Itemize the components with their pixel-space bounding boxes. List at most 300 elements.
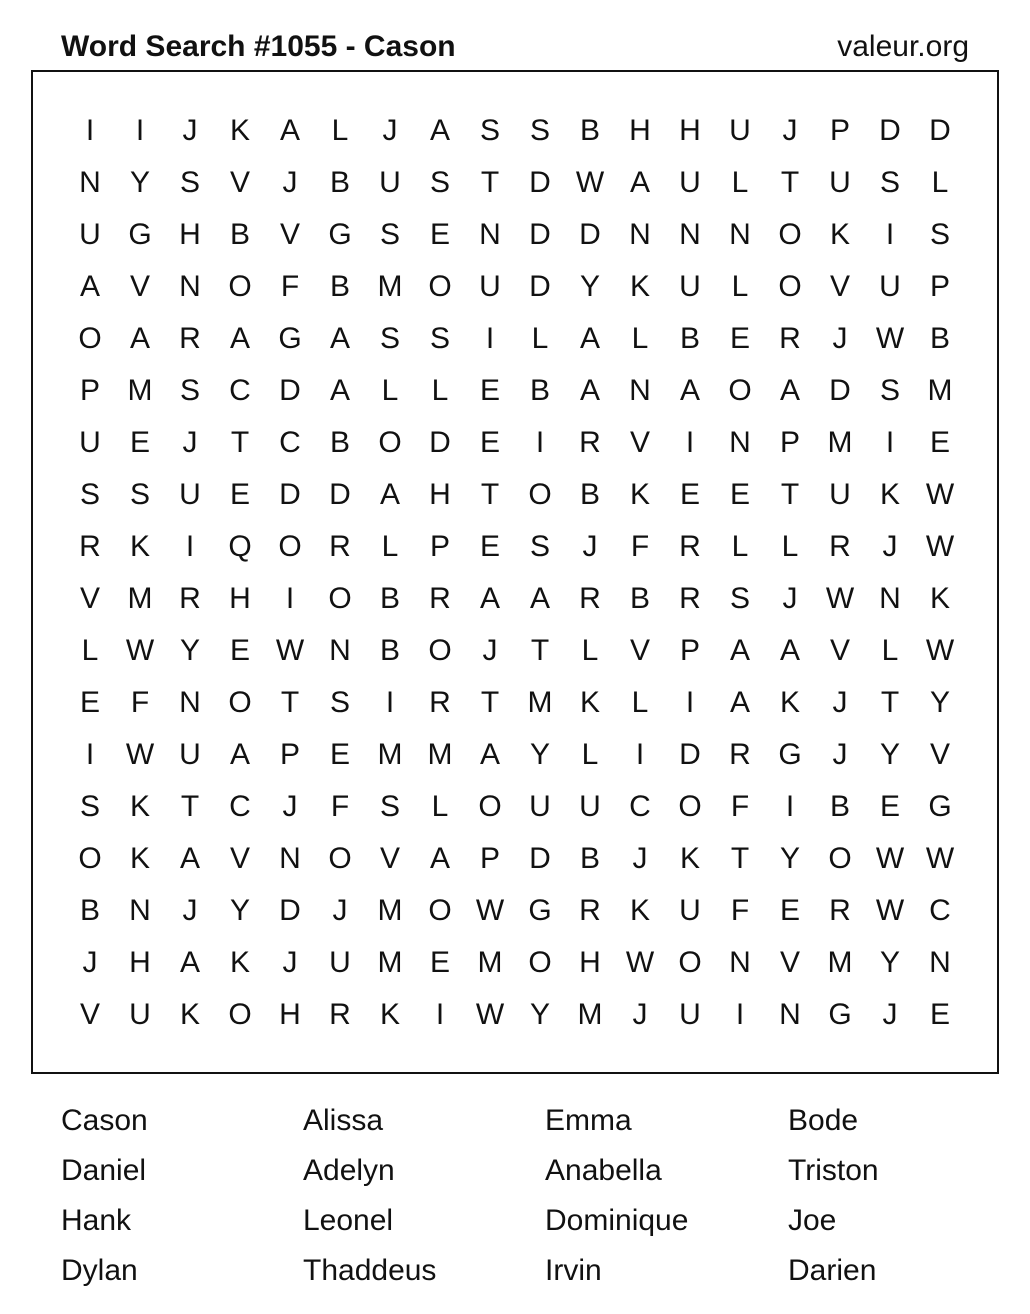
grid-cell[interactable]: O [278, 530, 302, 563]
grid-cell[interactable]: B [329, 426, 350, 459]
grid-cell[interactable]: D [579, 218, 601, 251]
grid-cell[interactable]: L [581, 634, 599, 667]
grid-cell[interactable]: E [929, 426, 950, 459]
grid-cell[interactable]: P [679, 634, 700, 667]
grid-cell[interactable]: C [229, 790, 251, 823]
grid-cell[interactable]: U [679, 998, 701, 1031]
grid-cell[interactable]: Y [179, 634, 200, 667]
grid-cell[interactable]: V [79, 998, 100, 1031]
grid-cell[interactable]: D [529, 218, 551, 251]
grid-cell[interactable]: N [929, 946, 951, 979]
grid-cell[interactable]: O [478, 790, 502, 823]
grid-cell[interactable]: A [729, 686, 750, 719]
grid-cell[interactable]: U [179, 738, 201, 771]
grid-cell[interactable]: A [229, 322, 250, 355]
grid-cell[interactable]: P [779, 426, 800, 459]
grid-cell[interactable]: H [229, 582, 251, 615]
grid-cell[interactable]: R [829, 894, 851, 927]
grid-cell[interactable]: U [479, 270, 501, 303]
grid-cell[interactable]: M [577, 998, 603, 1031]
grid-cell[interactable]: M [527, 686, 553, 719]
grid-cell[interactable]: I [685, 686, 695, 719]
grid-cell[interactable]: N [729, 426, 751, 459]
grid-cell[interactable]: N [79, 166, 101, 199]
grid-cell[interactable]: A [179, 842, 200, 875]
grid-cell[interactable]: S [879, 374, 900, 407]
grid-cell[interactable]: G [528, 894, 552, 927]
grid-cell[interactable]: O [228, 998, 252, 1031]
grid-cell[interactable]: U [79, 218, 101, 251]
grid-cell[interactable]: I [385, 686, 395, 719]
grid-cell[interactable]: A [229, 738, 250, 771]
grid-cell[interactable]: L [431, 374, 449, 407]
grid-cell[interactable]: S [79, 478, 100, 511]
grid-cell[interactable]: E [329, 738, 350, 771]
grid-cell[interactable]: R [429, 582, 451, 615]
grid-cell[interactable]: M [127, 374, 153, 407]
grid-cell[interactable]: J [832, 738, 848, 771]
grid-cell[interactable]: G [928, 790, 952, 823]
grid-cell[interactable]: S [929, 218, 950, 251]
grid-cell[interactable]: D [529, 166, 551, 199]
grid-cell[interactable]: B [579, 114, 600, 147]
grid-cell[interactable]: A [729, 634, 750, 667]
grid-cell[interactable]: F [730, 894, 750, 927]
grid-cell[interactable]: V [779, 946, 800, 979]
grid-cell[interactable]: M [477, 946, 503, 979]
grid-cell[interactable]: R [729, 738, 751, 771]
grid-cell[interactable]: I [685, 426, 695, 459]
grid-cell[interactable]: H [679, 114, 701, 147]
grid-cell[interactable]: H [129, 946, 151, 979]
grid-cell[interactable]: I [185, 530, 195, 563]
grid-cell[interactable]: W [875, 842, 905, 875]
grid-cell[interactable]: M [377, 894, 403, 927]
grid-cell[interactable]: F [280, 270, 300, 303]
grid-cell[interactable]: U [379, 166, 401, 199]
grid-cell[interactable]: U [679, 270, 701, 303]
grid-cell[interactable]: J [832, 686, 848, 719]
grid-cell[interactable]: T [280, 686, 300, 719]
grid-cell[interactable]: G [328, 218, 352, 251]
grid-cell[interactable]: I [485, 322, 495, 355]
grid-cell[interactable]: L [381, 374, 399, 407]
grid-cell[interactable]: S [879, 166, 900, 199]
grid-cell[interactable]: L [381, 530, 399, 563]
grid-cell[interactable]: L [731, 270, 749, 303]
grid-cell[interactable]: W [475, 998, 505, 1031]
grid-cell[interactable]: T [530, 634, 550, 667]
grid-cell[interactable]: S [379, 322, 400, 355]
grid-cell[interactable]: P [79, 374, 100, 407]
grid-cell[interactable]: P [479, 842, 500, 875]
grid-cell[interactable]: A [429, 114, 450, 147]
grid-cell[interactable]: I [85, 738, 95, 771]
grid-cell[interactable]: K [229, 114, 250, 147]
grid-cell[interactable]: E [779, 894, 800, 927]
grid-cell[interactable]: R [579, 426, 601, 459]
grid-cell[interactable]: H [179, 218, 201, 251]
grid-cell[interactable]: Y [229, 894, 250, 927]
grid-cell[interactable]: B [329, 270, 350, 303]
grid-cell[interactable]: J [832, 322, 848, 355]
grid-cell[interactable]: K [629, 270, 650, 303]
grid-cell[interactable]: K [779, 686, 800, 719]
grid-cell[interactable]: S [529, 114, 550, 147]
grid-cell[interactable]: B [929, 322, 950, 355]
grid-cell[interactable]: A [279, 114, 300, 147]
grid-cell[interactable]: K [829, 218, 850, 251]
grid-cell[interactable]: H [629, 114, 651, 147]
grid-cell[interactable]: L [781, 530, 799, 563]
grid-cell[interactable]: U [579, 790, 601, 823]
grid-cell[interactable]: V [829, 634, 850, 667]
grid-cell[interactable]: V [929, 738, 950, 771]
grid-cell[interactable]: K [129, 790, 150, 823]
grid-cell[interactable]: B [579, 478, 600, 511]
grid-cell[interactable]: L [731, 166, 749, 199]
grid-cell[interactable]: U [679, 894, 701, 927]
grid-cell[interactable]: D [679, 738, 701, 771]
grid-cell[interactable]: I [435, 998, 445, 1031]
grid-cell[interactable]: V [79, 582, 100, 615]
grid-cell[interactable]: L [931, 166, 949, 199]
grid-cell[interactable]: V [229, 166, 250, 199]
grid-cell[interactable]: A [529, 582, 550, 615]
grid-cell[interactable]: G [278, 322, 302, 355]
grid-cell[interactable]: J [182, 114, 198, 147]
grid-cell[interactable]: I [285, 582, 295, 615]
grid-cell[interactable]: A [329, 322, 350, 355]
grid-cell[interactable]: B [529, 374, 550, 407]
grid-cell[interactable]: M [377, 738, 403, 771]
grid-cell[interactable]: E [479, 426, 500, 459]
grid-cell[interactable]: B [329, 166, 350, 199]
grid-cell[interactable]: T [780, 166, 800, 199]
grid-cell[interactable]: I [885, 426, 895, 459]
grid-cell[interactable]: R [679, 582, 701, 615]
grid-cell[interactable]: Y [779, 842, 800, 875]
grid-cell[interactable]: B [679, 322, 700, 355]
grid-cell[interactable]: M [427, 738, 453, 771]
grid-cell[interactable]: V [829, 270, 850, 303]
grid-cell[interactable]: J [782, 114, 798, 147]
grid-cell[interactable]: L [581, 738, 599, 771]
grid-cell[interactable]: E [79, 686, 100, 719]
grid-cell[interactable]: W [875, 894, 905, 927]
grid-cell[interactable]: J [782, 582, 798, 615]
grid-cell[interactable]: R [179, 322, 201, 355]
grid-cell[interactable]: V [229, 842, 250, 875]
grid-cell[interactable]: T [230, 426, 250, 459]
grid-cell[interactable]: M [827, 946, 853, 979]
grid-cell[interactable]: R [829, 530, 851, 563]
grid-cell[interactable]: T [730, 842, 750, 875]
grid-cell[interactable]: P [429, 530, 450, 563]
grid-cell[interactable]: N [179, 686, 201, 719]
grid-cell[interactable]: O [228, 686, 252, 719]
grid-cell[interactable]: W [925, 634, 955, 667]
grid-cell[interactable]: J [882, 530, 898, 563]
grid-cell[interactable]: M [127, 582, 153, 615]
grid-cell[interactable]: U [729, 114, 751, 147]
grid-cell[interactable]: V [629, 426, 650, 459]
grid-cell[interactable]: T [780, 478, 800, 511]
grid-cell[interactable]: W [875, 322, 905, 355]
grid-cell[interactable]: F [630, 530, 650, 563]
grid-cell[interactable]: O [528, 478, 552, 511]
grid-cell[interactable]: A [129, 322, 150, 355]
grid-cell[interactable]: N [129, 894, 151, 927]
grid-cell[interactable]: A [479, 738, 500, 771]
grid-cell[interactable]: P [929, 270, 950, 303]
grid-cell[interactable]: F [330, 790, 350, 823]
grid-cell[interactable]: I [635, 738, 645, 771]
grid-cell[interactable]: O [378, 426, 402, 459]
grid-cell[interactable]: J [182, 894, 198, 927]
grid-cell[interactable]: I [885, 218, 895, 251]
grid-cell[interactable]: N [879, 582, 901, 615]
grid-cell[interactable]: I [135, 114, 145, 147]
grid-cell[interactable]: E [729, 478, 750, 511]
grid-cell[interactable]: L [81, 634, 99, 667]
grid-cell[interactable]: A [329, 374, 350, 407]
grid-cell[interactable]: M [377, 270, 403, 303]
grid-cell[interactable]: J [382, 114, 398, 147]
grid-cell[interactable]: N [179, 270, 201, 303]
grid-cell[interactable]: U [179, 478, 201, 511]
grid-cell[interactable]: E [479, 374, 500, 407]
grid-cell[interactable]: B [229, 218, 250, 251]
grid-cell[interactable]: K [679, 842, 700, 875]
grid-cell[interactable]: S [129, 478, 150, 511]
grid-cell[interactable]: Y [879, 946, 900, 979]
grid-cell[interactable]: A [479, 582, 500, 615]
grid-cell[interactable]: L [431, 790, 449, 823]
grid-cell[interactable]: S [379, 790, 400, 823]
grid-cell[interactable]: E [229, 634, 250, 667]
grid-cell[interactable]: K [129, 530, 150, 563]
grid-cell[interactable]: E [929, 998, 950, 1031]
grid-cell[interactable]: O [78, 322, 102, 355]
grid-cell[interactable]: L [531, 322, 549, 355]
grid-cell[interactable]: W [825, 582, 855, 615]
grid-cell[interactable]: A [429, 842, 450, 875]
grid-cell[interactable]: D [329, 478, 351, 511]
grid-cell[interactable]: N [329, 634, 351, 667]
grid-cell[interactable]: D [879, 114, 901, 147]
grid-cell[interactable]: W [125, 738, 155, 771]
grid-cell[interactable]: J [582, 530, 598, 563]
grid-cell[interactable]: B [379, 582, 400, 615]
grid-cell[interactable]: T [880, 686, 900, 719]
grid-cell[interactable]: C [229, 374, 251, 407]
grid-cell[interactable]: A [179, 946, 200, 979]
grid-cell[interactable]: A [579, 374, 600, 407]
grid-cell[interactable]: G [828, 998, 852, 1031]
grid-cell[interactable]: N [729, 218, 751, 251]
grid-cell[interactable]: S [429, 166, 450, 199]
grid-cell[interactable]: U [329, 946, 351, 979]
grid-cell[interactable]: O [678, 946, 702, 979]
grid-cell[interactable]: O [828, 842, 852, 875]
grid-cell[interactable]: O [778, 270, 802, 303]
grid-cell[interactable]: D [279, 478, 301, 511]
grid-cell[interactable]: I [535, 426, 545, 459]
grid-cell[interactable]: I [85, 114, 95, 147]
grid-cell[interactable]: V [129, 270, 150, 303]
grid-cell[interactable]: J [632, 998, 648, 1031]
grid-cell[interactable]: G [128, 218, 152, 251]
grid-cell[interactable]: W [625, 946, 655, 979]
grid-cell[interactable]: K [629, 478, 650, 511]
grid-cell[interactable]: H [279, 998, 301, 1031]
grid-cell[interactable]: T [480, 686, 500, 719]
grid-cell[interactable]: O [428, 270, 452, 303]
grid-cell[interactable]: U [129, 998, 151, 1031]
grid-cell[interactable]: D [529, 270, 551, 303]
grid-cell[interactable]: R [679, 530, 701, 563]
grid-cell[interactable]: O [728, 374, 752, 407]
grid-cell[interactable]: S [479, 114, 500, 147]
grid-cell[interactable]: V [379, 842, 400, 875]
grid-cell[interactable]: J [282, 166, 298, 199]
grid-cell[interactable]: K [879, 478, 900, 511]
grid-cell[interactable]: R [329, 998, 351, 1031]
grid-cell[interactable]: J [482, 634, 498, 667]
grid-cell[interactable]: L [731, 530, 749, 563]
grid-cell[interactable]: W [925, 530, 955, 563]
grid-cell[interactable]: E [429, 218, 450, 251]
grid-cell[interactable]: E [479, 530, 500, 563]
grid-cell[interactable]: J [82, 946, 98, 979]
grid-cell[interactable]: E [129, 426, 150, 459]
grid-cell[interactable]: O [78, 842, 102, 875]
grid-cell[interactable]: C [279, 426, 301, 459]
grid-cell[interactable]: K [629, 894, 650, 927]
grid-cell[interactable]: M [927, 374, 953, 407]
grid-cell[interactable]: L [631, 322, 649, 355]
grid-cell[interactable]: N [629, 218, 651, 251]
grid-cell[interactable]: E [229, 478, 250, 511]
grid-cell[interactable]: Y [579, 270, 600, 303]
grid-cell[interactable]: A [379, 478, 400, 511]
grid-cell[interactable]: U [829, 166, 851, 199]
grid-cell[interactable]: G [778, 738, 802, 771]
grid-cell[interactable]: B [79, 894, 100, 927]
grid-cell[interactable]: N [729, 946, 751, 979]
grid-cell[interactable]: E [729, 322, 750, 355]
grid-cell[interactable]: W [925, 842, 955, 875]
grid-cell[interactable]: S [529, 530, 550, 563]
grid-cell[interactable]: R [329, 530, 351, 563]
grid-cell[interactable]: U [529, 790, 551, 823]
grid-cell[interactable]: J [332, 894, 348, 927]
grid-cell[interactable]: O [328, 842, 352, 875]
grid-cell[interactable]: S [429, 322, 450, 355]
grid-cell[interactable]: E [879, 790, 900, 823]
grid-cell[interactable]: W [275, 634, 305, 667]
grid-cell[interactable]: A [779, 374, 800, 407]
grid-cell[interactable]: R [579, 582, 601, 615]
grid-cell[interactable]: E [679, 478, 700, 511]
grid-cell[interactable]: L [881, 634, 899, 667]
grid-cell[interactable]: U [879, 270, 901, 303]
grid-cell[interactable]: D [829, 374, 851, 407]
grid-cell[interactable]: U [79, 426, 101, 459]
grid-cell[interactable]: A [779, 634, 800, 667]
grid-cell[interactable]: L [331, 114, 349, 147]
grid-cell[interactable]: K [179, 998, 200, 1031]
grid-cell[interactable]: K [579, 686, 600, 719]
grid-cell[interactable]: B [579, 842, 600, 875]
grid-cell[interactable]: S [179, 374, 200, 407]
grid-cell[interactable]: W [125, 634, 155, 667]
grid-cell[interactable]: R [579, 894, 601, 927]
grid-cell[interactable]: R [79, 530, 101, 563]
grid-cell[interactable]: V [279, 218, 300, 251]
grid-cell[interactable]: O [778, 218, 802, 251]
grid-cell[interactable]: D [929, 114, 951, 147]
grid-cell[interactable]: M [827, 426, 853, 459]
grid-cell[interactable]: C [629, 790, 651, 823]
grid-cell[interactable]: Y [529, 738, 550, 771]
grid-cell[interactable]: A [79, 270, 100, 303]
grid-cell[interactable]: R [779, 322, 801, 355]
grid-cell[interactable]: U [829, 478, 851, 511]
grid-cell[interactable]: D [429, 426, 451, 459]
grid-cell[interactable]: T [180, 790, 200, 823]
grid-cell[interactable]: F [130, 686, 150, 719]
grid-cell[interactable]: S [329, 686, 350, 719]
grid-cell[interactable]: O [328, 582, 352, 615]
grid-cell[interactable]: B [379, 634, 400, 667]
grid-cell[interactable]: E [429, 946, 450, 979]
grid-cell[interactable]: Y [929, 686, 950, 719]
grid-cell[interactable]: Y [129, 166, 150, 199]
grid-cell[interactable]: O [528, 946, 552, 979]
grid-cell[interactable]: Q [228, 530, 252, 563]
grid-cell[interactable]: O [428, 894, 452, 927]
grid-cell[interactable]: J [282, 946, 298, 979]
grid-cell[interactable]: Y [529, 998, 550, 1031]
grid-cell[interactable]: F [730, 790, 750, 823]
grid-cell[interactable]: J [282, 790, 298, 823]
grid-cell[interactable]: D [279, 894, 301, 927]
grid-cell[interactable]: S [79, 790, 100, 823]
grid-cell[interactable]: O [428, 634, 452, 667]
grid-cell[interactable]: B [629, 582, 650, 615]
grid-cell[interactable]: L [631, 686, 649, 719]
grid-cell[interactable]: K [229, 946, 250, 979]
grid-cell[interactable]: I [785, 790, 795, 823]
grid-cell[interactable]: I [735, 998, 745, 1031]
grid-cell[interactable]: N [479, 218, 501, 251]
grid-cell[interactable]: T [480, 478, 500, 511]
grid-cell[interactable]: H [579, 946, 601, 979]
grid-cell[interactable]: K [929, 582, 950, 615]
grid-cell[interactable]: D [529, 842, 551, 875]
grid-cell[interactable]: J [632, 842, 648, 875]
grid-cell[interactable]: T [480, 166, 500, 199]
grid-cell[interactable]: W [475, 894, 505, 927]
grid-cell[interactable]: R [179, 582, 201, 615]
grid-cell[interactable]: P [829, 114, 850, 147]
grid-cell[interactable]: A [679, 374, 700, 407]
grid-cell[interactable]: K [379, 998, 400, 1031]
grid-cell[interactable]: B [829, 790, 850, 823]
grid-cell[interactable]: S [379, 218, 400, 251]
